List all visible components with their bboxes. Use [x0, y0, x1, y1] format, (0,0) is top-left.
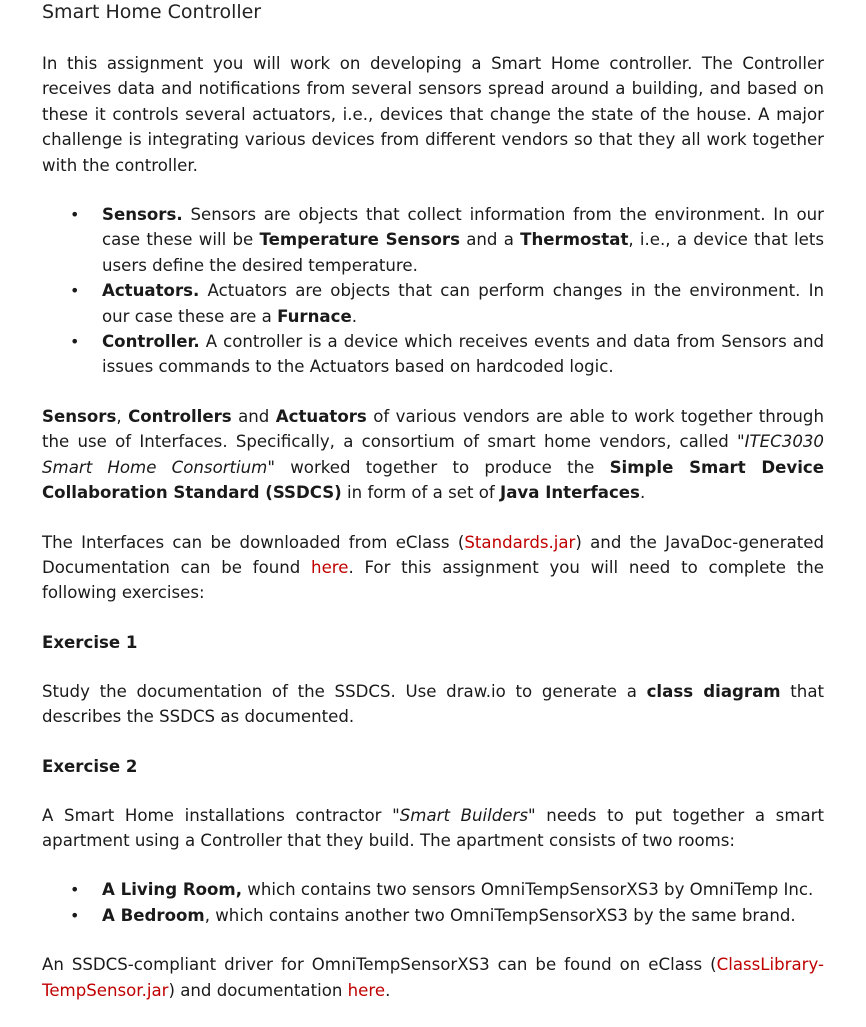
- ssdcs-term: Simple Smart Device Collaboration Standard (SSDCS): [42, 457, 825, 503]
- documentation-here-link[interactable]: here: [311, 557, 349, 577]
- driver-text-1: An SSDCS-compliant driver for OmniTempSensorXS3 can be found on eClass (: [42, 955, 717, 975]
- actuators-text: Actuators are objects that can perform changes in the environment. In our case these are a: [102, 281, 824, 326]
- driver-text-3: .: [385, 980, 391, 1000]
- exercise-2-paragraph: [42, 803, 824, 854]
- sensors-text-b: and a: [459, 230, 521, 250]
- thermostat-term: Thermostat: [520, 230, 629, 250]
- bedroom-text: , which contains another two OmniTempSensorXS3 by the same brand.: [204, 905, 796, 925]
- exercise-2-text-2: needs to put together a smart apartment using a Controller that they build. The apartment consists of two rooms:: [42, 805, 824, 850]
- rooms-list: [42, 877, 824, 928]
- sensors-label: Sensors.: [102, 205, 183, 225]
- sensors-text: Sensors are objects that collect information from the environment. In our case these will be: [102, 205, 824, 250]
- controller-label: Controller.: [102, 332, 200, 352]
- exercise-1-paragraph: [42, 679, 824, 730]
- exercise-1-heading: Exercise 1: [42, 632, 138, 652]
- document-page: [42, 0, 824, 1003]
- sensors-term: Sensors: [42, 406, 117, 426]
- controllers-term: Controllers: [128, 406, 232, 426]
- driver-paragraph: [42, 952, 824, 1003]
- class-diagram-term: class diagram: [646, 681, 781, 701]
- actuators-label: Actuators.: [102, 281, 200, 301]
- exercise-2-text-1: A Smart Home installations contractor: [42, 805, 393, 825]
- exercise-2-heading: Exercise 2: [42, 756, 138, 776]
- exercise-1-text-1: Study the documentation of the SSDCS. Use draw.io to generate a: [42, 681, 647, 701]
- list-item-living-room: [102, 877, 824, 902]
- standards-jar-link[interactable]: Standards.jar: [464, 532, 576, 552]
- actuators-term: Actuators: [275, 406, 367, 426]
- interfaces-text-6: .: [639, 483, 646, 503]
- list-item-controller: [102, 329, 824, 380]
- bedroom-label: A Bedroom: [102, 905, 205, 925]
- exercise-1-text-2: that describes the SSDCS as documented.: [42, 681, 824, 727]
- list-item-bedroom: [102, 903, 824, 928]
- download-text-1: The Interfaces can be downloaded from eClass (: [42, 532, 465, 552]
- intro-paragraph: In this assignment you will work on developing a Smart Home controller. The Controller receives data and notifications from several sensors spread around a building, and based on these it controls several actuators, i.e., devices that change the state of the house. A major challenge is integrating various devices from different vendors so that they all work together with the controller.: [42, 54, 824, 175]
- interfaces-paragraph: [42, 404, 824, 506]
- download-text-3: . For this assignment you will need to complete the following exercises:: [42, 557, 824, 603]
- component-list: [42, 202, 824, 380]
- download-paragraph: [42, 530, 824, 606]
- interfaces-text-2: and: [231, 406, 276, 426]
- driver-text-2: ) and documentation: [168, 980, 348, 1000]
- living-room-label: A Living Room,: [102, 880, 243, 900]
- living-room-text: which contains two sensors OmniTempSensorXS3 by OmniTemp Inc.: [242, 880, 814, 900]
- list-item-sensors: [102, 202, 824, 278]
- actuators-text-b: .: [351, 306, 357, 326]
- download-text-2: ) and the JavaDoc-generated Documentation can be found: [42, 532, 824, 577]
- sensors-text-c: , i.e., a device that lets users define the desired temperature.: [102, 230, 824, 275]
- page-title: Smart Home Controller: [42, 1, 262, 23]
- list-item-actuators: [102, 278, 824, 329]
- furnace-term: Furnace: [277, 306, 352, 326]
- controller-text: A controller is a device which receives events and data from Sensors and issues commands to the Actuators based on hardcoded logic.: [102, 332, 824, 377]
- interfaces-text-1: ,: [116, 406, 129, 426]
- consortium-name: ITEC3030 Smart Home Consortium": [42, 432, 824, 477]
- java-interfaces-term: Java Interfaces: [500, 483, 640, 503]
- driver-documentation-here-link[interactable]: here: [347, 980, 386, 1000]
- interfaces-text-4: worked together to produce the: [274, 457, 610, 477]
- smart-builders-name: "Smart Builders": [392, 805, 536, 825]
- interfaces-text-3: of various vendors are able to work together through the use of Interfaces. Specifically, a consortium of smart home vendors, called ": [42, 406, 824, 452]
- temperature-sensors-term: Temperature Sensors: [259, 230, 460, 250]
- interfaces-text-5: in form of a set of: [341, 483, 501, 503]
- classlibrary-jar-link[interactable]: ClassLibrary-TempSensor.jar: [42, 955, 824, 1000]
